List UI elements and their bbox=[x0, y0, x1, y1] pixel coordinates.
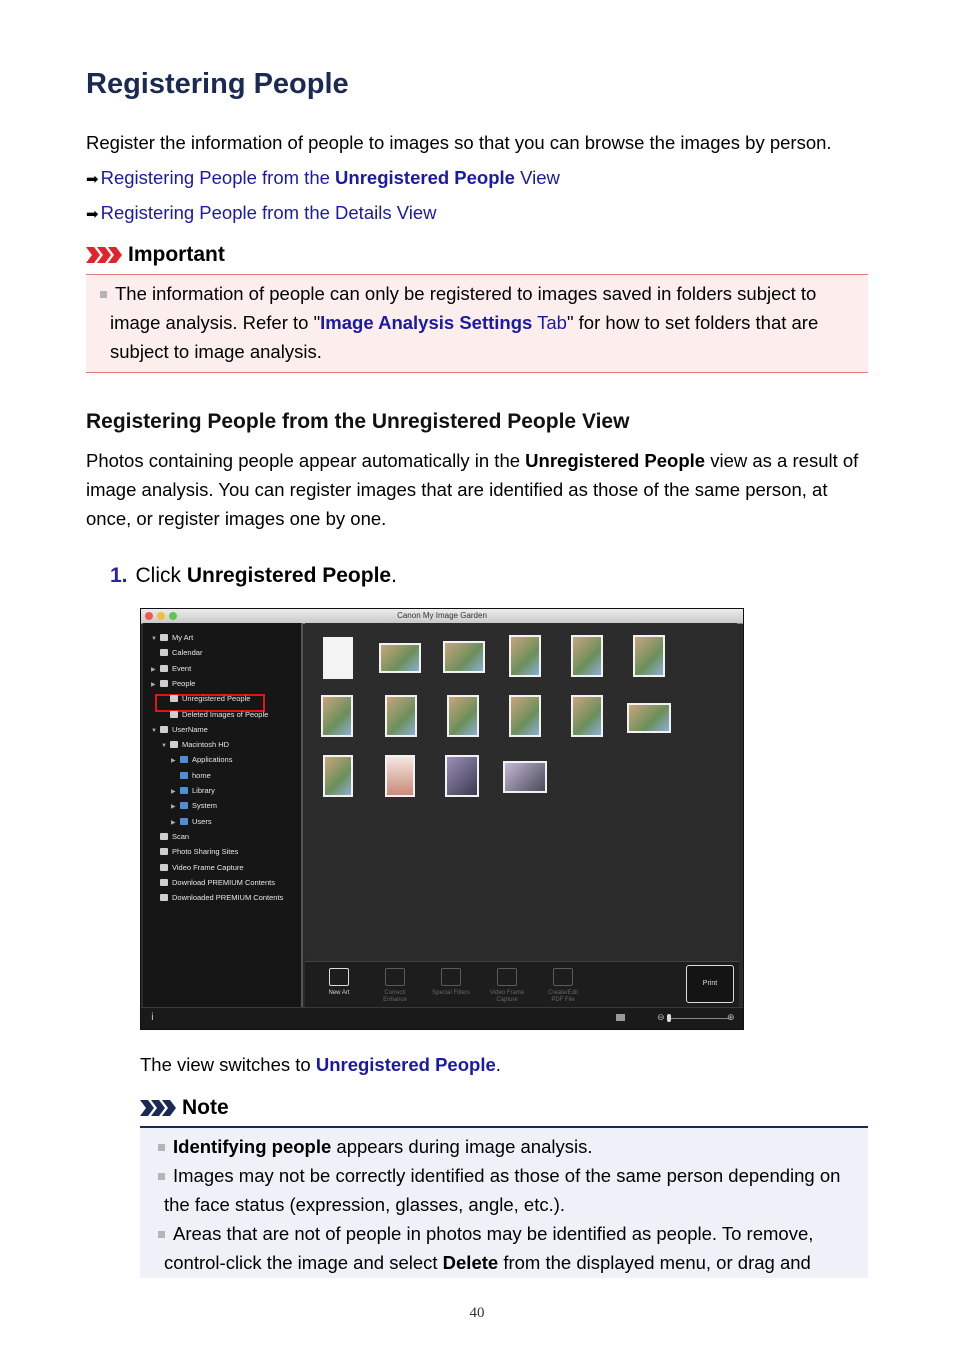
section-paragraph bbox=[86, 446, 876, 533]
info-icon[interactable]: ⅰ bbox=[151, 1012, 154, 1023]
sidebar-item-label: UserName bbox=[172, 724, 208, 734]
chevron-right-icon[interactable]: ▶ bbox=[151, 681, 156, 688]
step-pre: Click bbox=[135, 564, 187, 587]
toolbar-button[interactable] bbox=[487, 968, 527, 1004]
chevron-right-icon[interactable]: ▶ bbox=[171, 804, 176, 811]
window-title: Canon My Image Garden bbox=[397, 611, 487, 620]
toolbar-button-label: Video Frame Capture bbox=[489, 990, 525, 1003]
important-text bbox=[104, 279, 870, 366]
thumbnail[interactable] bbox=[509, 695, 541, 737]
page-number: 40 bbox=[469, 1305, 485, 1321]
arrow-right-icon: ➡ bbox=[86, 206, 99, 223]
thumbnail[interactable] bbox=[509, 635, 541, 677]
toolbar-button-label: Special Filters bbox=[432, 990, 470, 996]
sidebar-item[interactable] bbox=[171, 786, 215, 797]
note-item bbox=[158, 1132, 864, 1161]
thumbnail[interactable] bbox=[323, 755, 353, 797]
thumbnail[interactable] bbox=[571, 695, 603, 737]
toolbar-button-label: Create/Edit PDF File bbox=[547, 990, 578, 1003]
print-button[interactable]: Print bbox=[686, 965, 734, 1003]
folder-icon bbox=[180, 787, 188, 794]
sidebar-item-label: Unregistered People bbox=[182, 694, 251, 704]
important-text-post: " for how to set folders that are subject to image analysis. bbox=[110, 312, 819, 362]
thumbnail[interactable] bbox=[447, 695, 479, 737]
note-heading bbox=[140, 1096, 229, 1120]
link-rest: Tab bbox=[532, 312, 567, 333]
link-text: Registering People from the Details View bbox=[100, 202, 437, 223]
thumbnail[interactable] bbox=[321, 695, 353, 737]
zoom-slider[interactable] bbox=[669, 1018, 729, 1019]
chevron-right-icon[interactable]: ▶ bbox=[151, 666, 156, 673]
sidebar-item[interactable] bbox=[151, 664, 191, 675]
window-titlebar bbox=[141, 609, 743, 624]
sidebar-item[interactable] bbox=[151, 878, 275, 888]
step-post: . bbox=[391, 564, 397, 587]
app-screenshot bbox=[140, 608, 744, 1030]
thumbnail[interactable] bbox=[445, 755, 479, 797]
item-icon bbox=[160, 879, 168, 886]
note-heading-text: Note bbox=[182, 1096, 229, 1119]
sidebar-item[interactable] bbox=[151, 893, 283, 903]
thumbnail[interactable] bbox=[443, 641, 485, 673]
item-icon bbox=[160, 665, 168, 672]
sidebar-item[interactable] bbox=[161, 740, 229, 751]
note-text: Images may not be correctly identified as those of the same person depending on the face status (expression, glasses, angle, etc.). bbox=[164, 1165, 841, 1215]
thumbnail[interactable] bbox=[379, 643, 421, 673]
link-bold: Unregistered People bbox=[335, 167, 515, 188]
chevron-right-icon[interactable]: ▶ bbox=[171, 789, 176, 795]
sidebar-item[interactable] bbox=[171, 801, 217, 812]
chevron-right-icon[interactable]: ▶ bbox=[171, 758, 176, 765]
folder-icon bbox=[180, 756, 188, 763]
sidebar-item-label: Deleted Images of People bbox=[182, 709, 269, 719]
toolbar-button-label: New Art bbox=[328, 990, 350, 996]
bullet-icon bbox=[158, 1144, 165, 1151]
sidebar-item[interactable] bbox=[171, 817, 212, 828]
tool-icon bbox=[329, 968, 349, 986]
chevron-down-icon[interactable]: ▼ bbox=[151, 636, 157, 642]
intro-text: Register the information of people to images so that you can browse the images by person. bbox=[86, 132, 832, 153]
important-text-pre: The information of people can only be registered to images saved in folders subject to image analysis. Refer to " bbox=[110, 283, 817, 333]
text-pre: The view switches to bbox=[140, 1054, 316, 1075]
thumbnail[interactable] bbox=[571, 635, 603, 677]
important-box bbox=[86, 274, 868, 373]
chevron-down-icon[interactable]: ▼ bbox=[161, 743, 167, 750]
item-icon bbox=[160, 833, 168, 840]
sidebar-item-label: Macintosh HD bbox=[182, 740, 230, 750]
item-icon bbox=[160, 864, 168, 871]
toolbar-button[interactable] bbox=[319, 968, 359, 997]
view-switch-text bbox=[140, 1050, 501, 1079]
view-toggle-icon[interactable] bbox=[616, 1014, 625, 1021]
para-post: view as a result of image analysis. You can register images that are identified as those of the same person, at once, or register images one by one. bbox=[86, 450, 859, 529]
text-post: . bbox=[495, 1054, 501, 1075]
sidebar bbox=[143, 623, 303, 1007]
note-bold: Identifying people bbox=[173, 1136, 332, 1157]
sidebar-item-label: People bbox=[172, 678, 196, 688]
important-heading bbox=[86, 243, 225, 267]
sidebar-item-label: Downloaded PREMIUM Contents bbox=[172, 893, 284, 903]
bullet-icon bbox=[158, 1231, 165, 1238]
item-icon bbox=[160, 726, 168, 733]
para-bold: Unregistered People bbox=[525, 450, 706, 471]
image-analysis-settings-link[interactable] bbox=[320, 312, 567, 333]
zoom-window-button[interactable] bbox=[169, 612, 177, 620]
chevron-down-icon[interactable]: ▼ bbox=[151, 727, 157, 734]
thumbnail[interactable] bbox=[627, 703, 671, 733]
sidebar-item-label: Applications bbox=[192, 755, 233, 765]
sidebar-item-label: Calendar bbox=[172, 648, 203, 658]
folder-icon bbox=[180, 772, 188, 779]
sidebar-item-label: Download PREMIUM Contents bbox=[172, 877, 275, 887]
bullet-icon bbox=[100, 291, 107, 298]
thumbnail[interactable] bbox=[385, 755, 415, 797]
section-heading: Registering People from the Unregistered People View bbox=[86, 410, 630, 433]
thumbnail[interactable] bbox=[633, 635, 665, 677]
page-title: Registering People bbox=[86, 68, 349, 100]
note-box bbox=[140, 1126, 868, 1278]
sidebar-item-label: Photo Sharing Sites bbox=[172, 847, 239, 857]
item-icon bbox=[160, 649, 168, 656]
arrow-right-icon: ➡ bbox=[86, 171, 99, 188]
step-number: 1. bbox=[110, 564, 128, 587]
sidebar-item[interactable] bbox=[151, 679, 195, 690]
folder-icon bbox=[180, 802, 188, 809]
important-heading-text: Important bbox=[128, 243, 225, 266]
note-text: Areas that are not of people in photos may be identified as people. To remove, control-click the image and select bbox=[164, 1223, 814, 1273]
toolbar-button[interactable] bbox=[431, 968, 471, 997]
sidebar-item[interactable] bbox=[171, 771, 211, 781]
sidebar-item-label: home bbox=[192, 770, 211, 780]
link-bold: Image Analysis Settings bbox=[320, 312, 533, 333]
sidebar-item[interactable] bbox=[161, 710, 268, 720]
thumbnail[interactable] bbox=[385, 695, 417, 737]
link-details-view[interactable] bbox=[86, 202, 437, 224]
note-chevron-icon bbox=[140, 1099, 178, 1117]
toolbar-button[interactable] bbox=[375, 968, 415, 1004]
sidebar-item[interactable] bbox=[161, 694, 250, 704]
item-icon bbox=[170, 711, 178, 718]
minimize-window-button[interactable] bbox=[157, 612, 165, 620]
status-bar bbox=[141, 1007, 743, 1030]
close-window-button[interactable] bbox=[145, 612, 153, 620]
zoom-in-icon[interactable]: ⊕ bbox=[727, 1012, 735, 1022]
item-icon bbox=[160, 634, 168, 641]
tool-icon bbox=[553, 968, 573, 986]
item-icon bbox=[170, 741, 178, 748]
bottom-toolbar bbox=[305, 961, 739, 1008]
sidebar-item[interactable] bbox=[151, 847, 238, 857]
note-bold: Delete bbox=[442, 1252, 499, 1273]
sidebar-item-label: System bbox=[192, 801, 218, 811]
item-icon bbox=[160, 894, 168, 901]
thumbnail[interactable] bbox=[323, 637, 353, 679]
thumbnail-area bbox=[305, 623, 737, 955]
step-1 bbox=[110, 564, 397, 588]
sidebar-item-label: Users bbox=[192, 816, 212, 826]
toolbar-button[interactable] bbox=[543, 968, 583, 1004]
sidebar-item[interactable] bbox=[151, 648, 202, 658]
toolbar-button-label: Correct/ Enhance bbox=[383, 990, 407, 1003]
important-chevron-icon bbox=[86, 246, 124, 264]
sidebar-item[interactable] bbox=[151, 832, 189, 842]
note-item bbox=[164, 1219, 864, 1277]
tool-icon bbox=[385, 968, 405, 986]
sidebar-item-label: Scan bbox=[172, 831, 190, 841]
zoom-out-icon[interactable]: ⊖ bbox=[657, 1012, 665, 1022]
bullet-icon bbox=[158, 1173, 165, 1180]
sidebar-item[interactable] bbox=[151, 863, 244, 873]
note-item bbox=[164, 1161, 864, 1219]
sidebar-item[interactable] bbox=[151, 725, 208, 736]
item-icon bbox=[170, 695, 178, 702]
sidebar-item[interactable] bbox=[151, 633, 193, 644]
sidebar-item-label: Video Frame Capture bbox=[172, 862, 244, 872]
para-pre: Photos containing people appear automatically in the bbox=[86, 450, 526, 471]
sidebar-item-label: My Art bbox=[172, 633, 194, 642]
sidebar-item-label: Library bbox=[192, 786, 215, 795]
zoom-slider-handle[interactable] bbox=[667, 1014, 671, 1022]
tool-icon bbox=[441, 968, 461, 986]
folder-icon bbox=[180, 818, 188, 825]
note-text: appears during image analysis. bbox=[331, 1136, 593, 1157]
tool-icon bbox=[497, 968, 517, 986]
chevron-right-icon[interactable]: ▶ bbox=[171, 819, 176, 826]
item-icon bbox=[160, 848, 168, 855]
thumbnail[interactable] bbox=[503, 761, 547, 793]
item-icon bbox=[160, 680, 168, 687]
link-text: Registering People from the bbox=[100, 167, 336, 188]
link-text-post: View bbox=[514, 167, 560, 188]
sidebar-item-label: Event bbox=[172, 663, 192, 673]
sidebar-item[interactable] bbox=[171, 755, 232, 766]
unregistered-people-link[interactable]: Unregistered People bbox=[315, 1054, 496, 1075]
note-text: from the displayed menu, or drag and bbox=[498, 1252, 811, 1273]
step-bold: Unregistered People bbox=[186, 564, 392, 587]
link-unregistered-view[interactable] bbox=[86, 167, 560, 189]
